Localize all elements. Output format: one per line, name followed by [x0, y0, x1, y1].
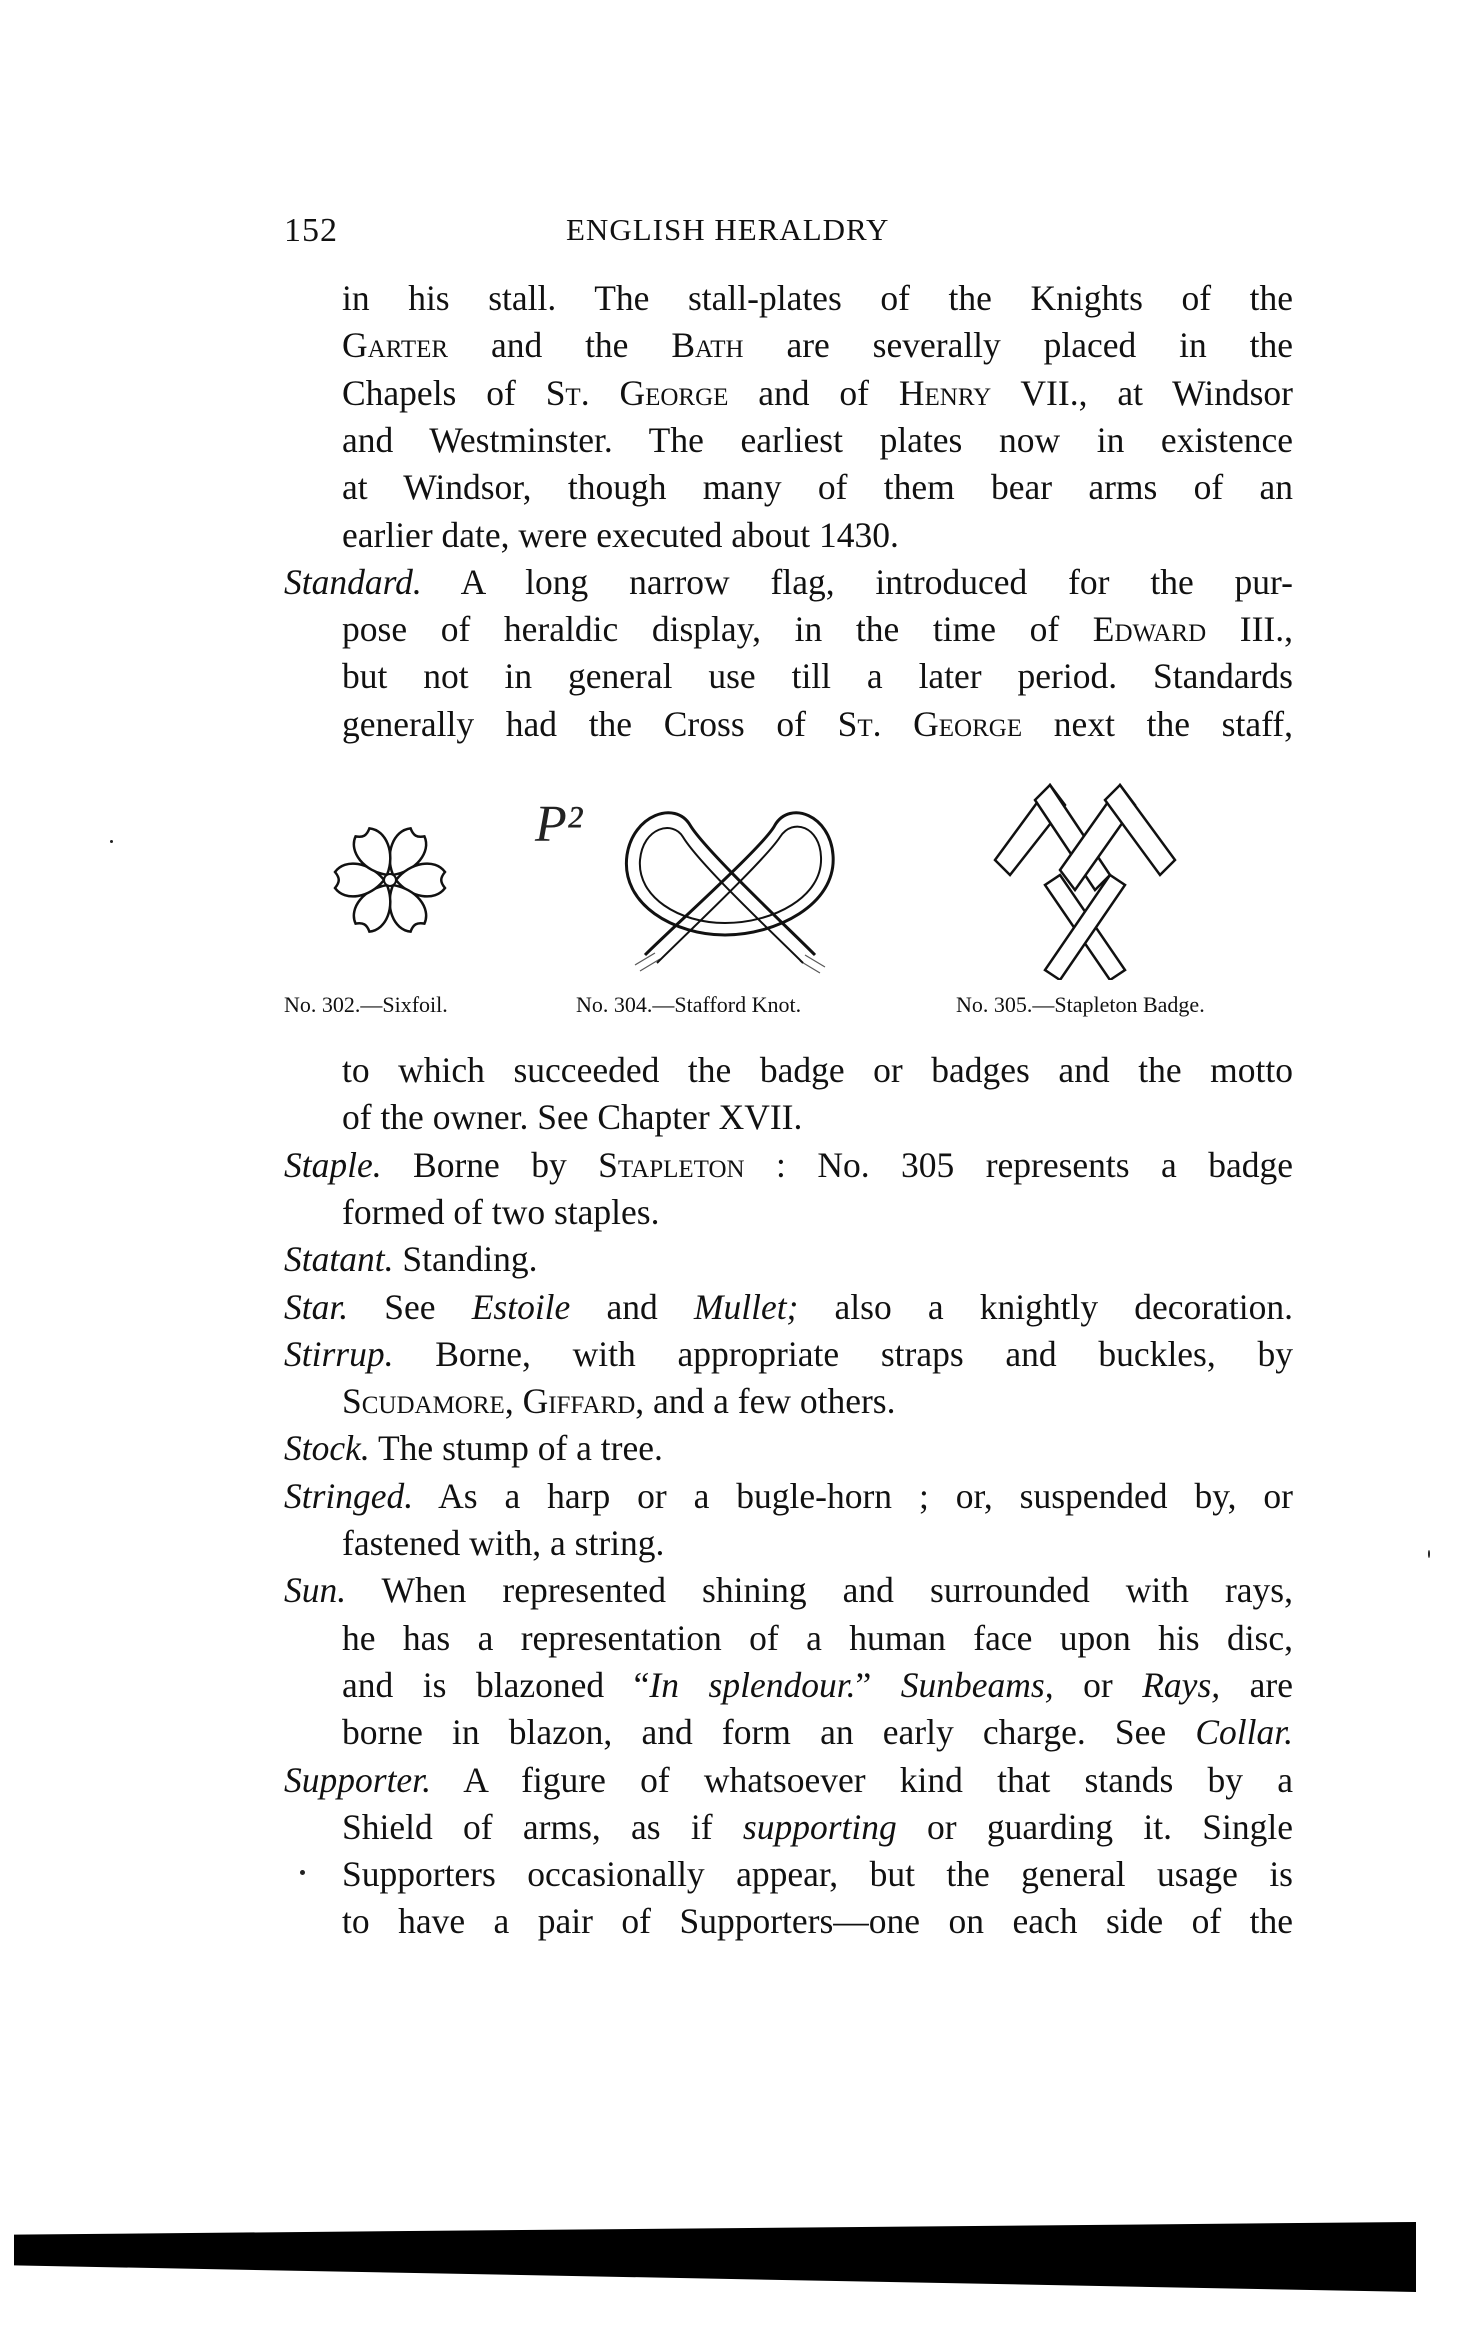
text-line	[342, 322, 1293, 369]
text-run: to have a pair of Supporters—one on each side of the	[342, 1901, 1293, 1942]
text-run: to which succeeded the badge or badges and the motto	[342, 1050, 1293, 1090]
text-run: Chapels of	[342, 372, 546, 413]
small-caps-run: Stapleton	[598, 1144, 745, 1185]
text-run: generally had the Cross of	[342, 703, 838, 744]
italic-run: Estoile	[471, 1286, 571, 1327]
text-run: ,	[504, 1381, 523, 1422]
small-caps-run: Henry	[898, 372, 992, 413]
sixfoil-figure	[325, 815, 455, 945]
text-line	[342, 1047, 1293, 1094]
small-caps-run: Garter	[342, 325, 449, 366]
text-line	[342, 1189, 1293, 1236]
text-run: Borne, with appropriate straps and buckles, by	[393, 1333, 1293, 1374]
small-caps-run: Bath	[671, 325, 744, 366]
italic-run: In splendour.	[649, 1664, 856, 1705]
figure-caption-302: No. 302.—Sixfoil.	[284, 992, 448, 1017]
text-line	[342, 1520, 1293, 1567]
text-run: in his stall. The stall-plates of the Knights of the	[342, 278, 1293, 318]
italic-run: Stock.	[284, 1428, 370, 1469]
text-run: and is blazoned “	[342, 1664, 650, 1705]
italic-run: supporting	[742, 1806, 897, 1847]
text-run: As a harp or a bugle-horn ; or, suspended by, or	[413, 1475, 1293, 1516]
small-caps-run: Giffard	[522, 1381, 636, 1422]
figure-caption-304: No. 304.—Stafford Knot.	[576, 992, 802, 1017]
text-run: Borne by	[381, 1144, 599, 1185]
small-caps-run: St. George	[545, 372, 729, 413]
text-run: earlier date, were executed about 1430.	[342, 514, 899, 555]
text-line	[342, 701, 1293, 748]
text-run: borne in blazon, and form an early charge. See	[342, 1712, 1196, 1753]
small-caps-run: St. George	[837, 703, 1023, 744]
text-run: Shield of arms, as if	[342, 1806, 743, 1847]
italic-run: Sun.	[284, 1570, 347, 1611]
stafford-knot-figure	[615, 805, 845, 975]
text-line	[342, 464, 1293, 511]
italic-run: Stringed.	[284, 1475, 414, 1516]
italic-run: Mullet;	[693, 1286, 799, 1327]
text-line	[342, 1804, 1293, 1851]
text-line	[284, 1757, 1293, 1804]
text-line	[284, 1142, 1293, 1189]
text-line	[342, 370, 1293, 417]
text-run: and Westminster. The earliest plates now in existence	[342, 419, 1293, 460]
small-caps-run: Scudamore	[342, 1381, 505, 1422]
text-line	[284, 1567, 1293, 1614]
italic-run: Staple.	[284, 1144, 382, 1185]
stapleton-badge-figure	[990, 780, 1180, 980]
text-line	[342, 1378, 1293, 1425]
italic-run: Statant.	[284, 1239, 394, 1280]
text-run: or guarding it. Single	[896, 1806, 1294, 1847]
text-line	[342, 606, 1293, 653]
text-run: Standing.	[393, 1239, 538, 1280]
text-run: VII., at Windsor	[991, 372, 1293, 413]
text-run: also a knightly decoration.	[798, 1286, 1293, 1327]
text-run: or	[1053, 1664, 1143, 1705]
text-run: but not in general use till a later period. Standards	[342, 656, 1293, 697]
text-run: and	[570, 1286, 694, 1327]
running-title: ENGLISH HERALDRY	[566, 212, 890, 247]
text-run: , and a few others.	[635, 1381, 896, 1422]
text-run: III.,	[1206, 609, 1294, 650]
page-number: 152	[284, 212, 338, 249]
text-line	[342, 1615, 1293, 1662]
text-line	[284, 1236, 1293, 1283]
text-line	[342, 1898, 1293, 1945]
italic-run: Sunbeams,	[900, 1664, 1054, 1705]
figure-caption-305: No. 305.—Stapleton Badge.	[956, 992, 1205, 1017]
text-run: at Windsor, though many of them bear arms of an	[342, 467, 1293, 508]
small-caps-run: Edward	[1092, 609, 1207, 650]
text-run: are severally placed in the	[743, 325, 1293, 366]
pencil-annotation: P²	[535, 796, 583, 853]
text-run: A figure of whatsoever kind that stands by a	[430, 1759, 1293, 1800]
italic-run: Standard.	[284, 561, 422, 602]
text-run: When represented shining and surrounded with rays,	[346, 1570, 1293, 1611]
text-line	[342, 1851, 1293, 1898]
text-run: he has a representation of a human face upon his disc,	[342, 1617, 1293, 1658]
scan-edge-black-bar	[14, 2222, 1416, 2292]
text-run: The stump of a tree.	[369, 1428, 663, 1469]
italic-run: Supporter.	[284, 1759, 431, 1800]
text-run: ”	[855, 1664, 901, 1705]
text-run: of the owner. See Chapter XVII.	[342, 1097, 803, 1138]
text-line	[342, 417, 1293, 464]
text-run: fastened with, a string.	[342, 1523, 665, 1563]
text-line	[284, 559, 1293, 606]
stray-mark	[1428, 1550, 1430, 1558]
italic-run: Rays,	[1142, 1664, 1221, 1705]
text-line	[342, 1662, 1293, 1709]
text-line	[284, 1425, 1293, 1472]
text-run: are	[1220, 1664, 1294, 1705]
text-line	[284, 1284, 1293, 1331]
text-run: and the	[448, 325, 672, 366]
text-run: next the staff,	[1022, 703, 1293, 744]
text-run: Supporters occasionally appear, but the general usage is	[342, 1854, 1293, 1895]
text-line	[284, 1473, 1293, 1520]
text-run: pose of heraldic display, in the time of	[342, 609, 1093, 650]
text-run: formed of two staples.	[342, 1191, 660, 1232]
italic-run: Collar.	[1195, 1712, 1293, 1753]
text-line	[342, 1709, 1293, 1756]
text-line	[284, 1331, 1293, 1378]
text-run: A long narrow flag, introduced for the pur-	[421, 561, 1293, 602]
text-run: : No. 305 represents a badge	[744, 1144, 1293, 1185]
text-line	[342, 1094, 1293, 1141]
text-line	[342, 653, 1293, 700]
text-run: See	[348, 1286, 472, 1327]
text-line	[342, 512, 1293, 559]
stray-mark	[300, 1870, 305, 1875]
italic-run: Star.	[284, 1286, 349, 1327]
italic-run: Stirrup.	[284, 1333, 394, 1374]
text-line	[342, 275, 1293, 322]
text-run: and of	[728, 372, 899, 413]
stray-mark	[110, 840, 113, 843]
